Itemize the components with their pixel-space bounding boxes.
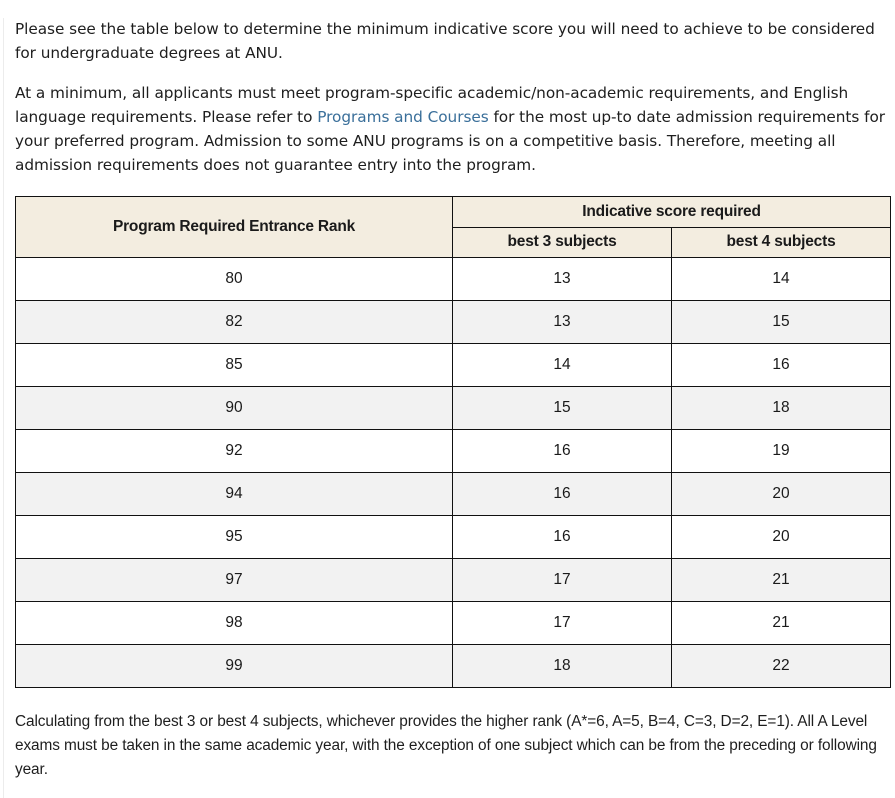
footer-note: Calculating from the best 3 or best 4 subjects, whichever provides the higher rank (A*=6, A=5, B=4, C=3, D=2, E=1). All A Level exams must be taken in the same academic year, with the exception of one subject which can be from the preceding or following year. bbox=[15, 713, 877, 778]
table-row bbox=[16, 516, 891, 559]
cell-best3: 16 bbox=[453, 430, 672, 473]
cell-best3: 16 bbox=[453, 473, 672, 516]
cell-rank: 80 bbox=[16, 258, 453, 301]
page-left-border bbox=[3, 18, 4, 798]
cell-rank: 97 bbox=[16, 559, 453, 602]
intro-section bbox=[15, 17, 893, 177]
table-row bbox=[16, 430, 891, 473]
table-row bbox=[16, 387, 891, 430]
indicative-score-table bbox=[15, 196, 891, 688]
footer-note-section bbox=[15, 710, 893, 782]
header-best-4-subjects: best 4 subjects bbox=[672, 227, 891, 258]
table-row bbox=[16, 559, 891, 602]
header-indicative-score: Indicative score required bbox=[453, 197, 891, 228]
cell-best4: 15 bbox=[672, 301, 891, 344]
cell-best3: 14 bbox=[453, 344, 672, 387]
cell-rank: 90 bbox=[16, 387, 453, 430]
table-row bbox=[16, 344, 891, 387]
intro-paragraph-1: Please see the table below to determine the minimum indicative score you will need to achieve to be considered for undergraduate degrees at ANU. bbox=[15, 20, 875, 62]
cell-best4: 20 bbox=[672, 516, 891, 559]
cell-rank: 85 bbox=[16, 344, 453, 387]
table-row bbox=[16, 301, 891, 344]
cell-rank: 98 bbox=[16, 602, 453, 645]
cell-rank: 95 bbox=[16, 516, 453, 559]
cell-best3: 18 bbox=[453, 645, 672, 688]
intro-paragraph-2 bbox=[15, 81, 893, 177]
cell-best3: 16 bbox=[453, 516, 672, 559]
cell-best3: 13 bbox=[453, 301, 672, 344]
cell-best4: 18 bbox=[672, 387, 891, 430]
table-row bbox=[16, 258, 891, 301]
cell-best3: 17 bbox=[453, 559, 672, 602]
cell-best4: 20 bbox=[672, 473, 891, 516]
cell-best4: 22 bbox=[672, 645, 891, 688]
cell-best3: 13 bbox=[453, 258, 672, 301]
cell-best4: 14 bbox=[672, 258, 891, 301]
table-row bbox=[16, 602, 891, 645]
cell-best3: 15 bbox=[453, 387, 672, 430]
cell-rank: 99 bbox=[16, 645, 453, 688]
header-best-3-subjects: best 3 subjects bbox=[453, 227, 672, 258]
cell-best4: 16 bbox=[672, 344, 891, 387]
cell-rank: 82 bbox=[16, 301, 453, 344]
cell-best4: 19 bbox=[672, 430, 891, 473]
cell-rank: 92 bbox=[16, 430, 453, 473]
table-row bbox=[16, 645, 891, 688]
header-entrance-rank: Program Required Entrance Rank bbox=[16, 197, 453, 258]
table-row bbox=[16, 473, 891, 516]
intro-paragraph-2-text-a: At a minimum, all applicants must meet program-specific academic/non-academic requirements, and English language requirements. Please refer to bbox=[15, 84, 849, 126]
intro-paragraph-2-text-b: for the most up-to date admission requirements for your preferred program. Admission to some ANU programs is on a competitive basis. Therefore, meeting all admission requirements does not guarantee entry into the program. bbox=[15, 108, 885, 174]
cell-best3: 17 bbox=[453, 602, 672, 645]
programs-and-courses-link[interactable]: Programs and Courses bbox=[317, 108, 489, 126]
cell-best4: 21 bbox=[672, 559, 891, 602]
cell-best4: 21 bbox=[672, 602, 891, 645]
cell-rank: 94 bbox=[16, 473, 453, 516]
